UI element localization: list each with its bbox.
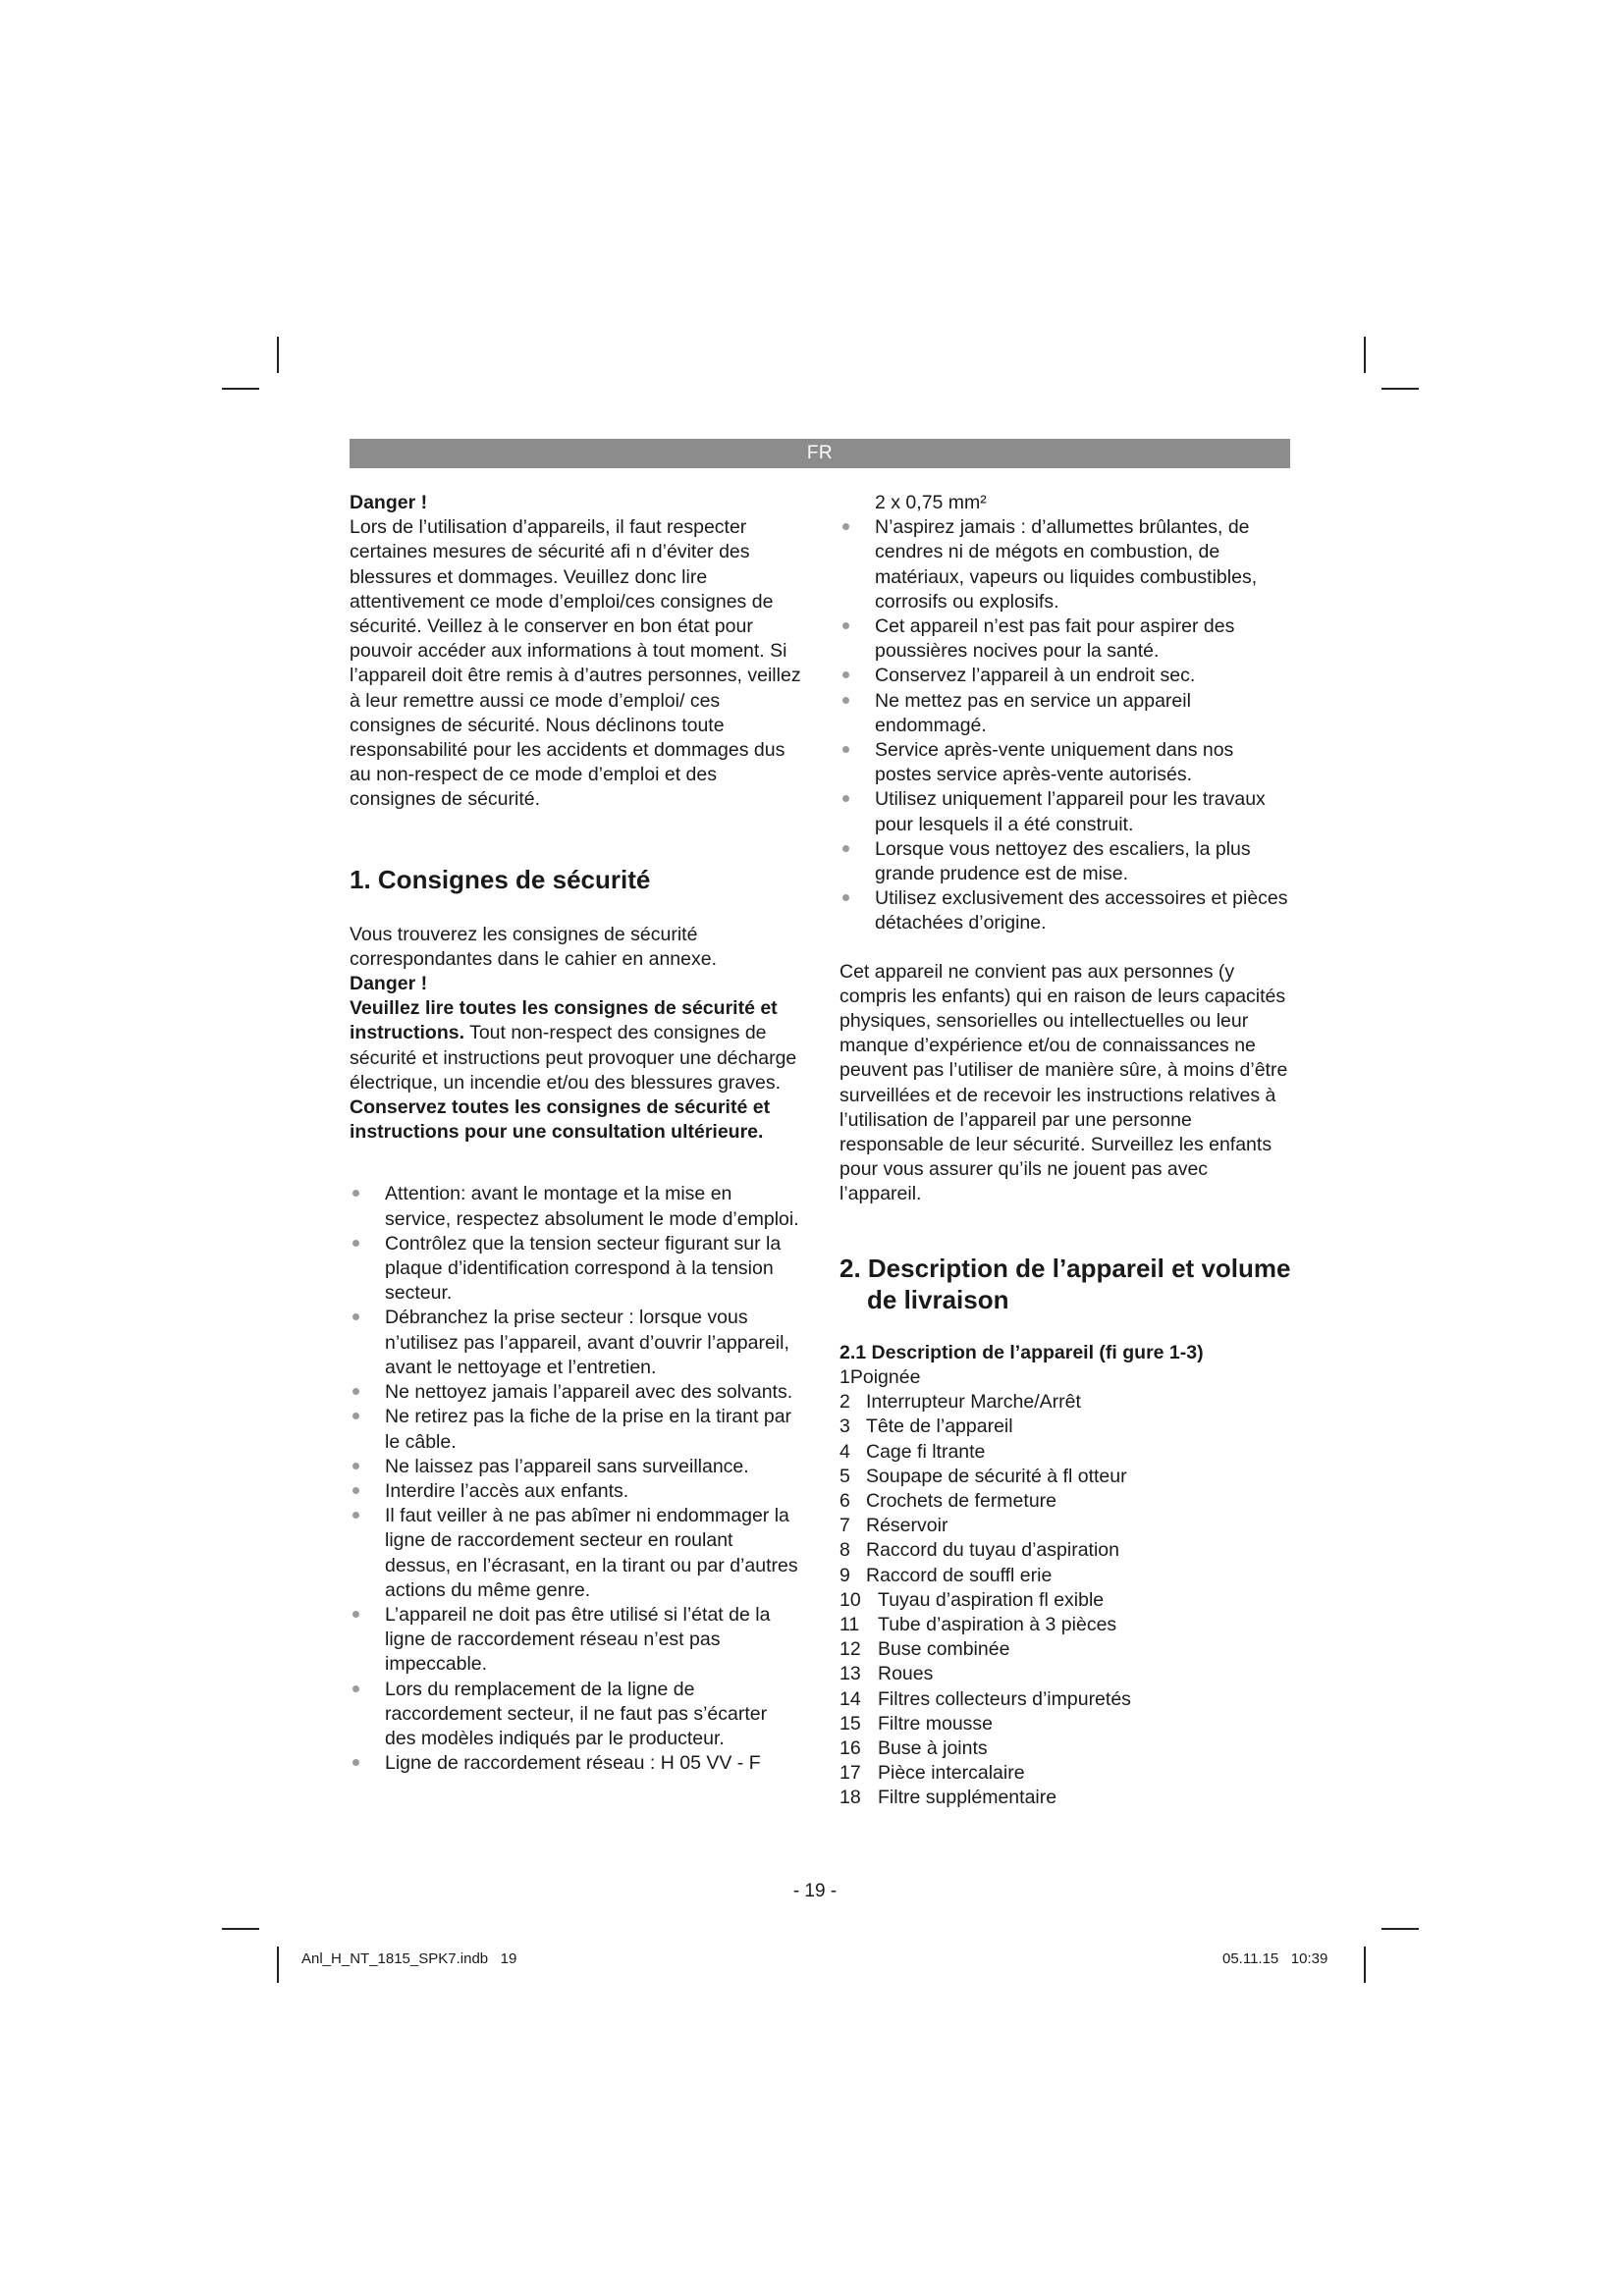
part-number: 12 [839, 1638, 861, 1661]
list-item [839, 1514, 1291, 1538]
part-label: Raccord du tuyau d’aspiration [866, 1539, 1119, 1562]
part-number: 14 [839, 1687, 861, 1710]
crop-mark [1381, 388, 1419, 390]
cable-spec: 2 x 0,75 mm² [875, 492, 987, 513]
annex-paragraph: Vous trouverez les consignes de sécurité correspondantes dans le cahier en annexe. [350, 923, 718, 970]
part-label: Interrupteur Marche/Arrêt [866, 1391, 1081, 1414]
safety-bullet-list [350, 1182, 801, 1776]
part-label: Filtres collecteurs d’impuretés [878, 1687, 1131, 1710]
part-number: 7 [839, 1515, 850, 1537]
part-label: Réservoir [866, 1515, 948, 1537]
list-item [839, 1613, 1291, 1637]
list-item [839, 1440, 1291, 1465]
language-header-bar [350, 439, 1290, 468]
parts-list [839, 1365, 1291, 1811]
list-item [839, 1637, 1291, 1662]
crop-mark [222, 388, 259, 390]
part-number: 2 [839, 1391, 850, 1414]
part-label: Tête de l’appareil [866, 1415, 1013, 1438]
list-item: N’aspirez jamais : d’allumettes brûlantes, de cendres ni de mégots en combustion, de matériaux, vapeurs ou liquides combustibles, corrosifs ou explosifs. [839, 515, 1291, 614]
section-heading-safety: 1. Consignes de sécurité [350, 864, 651, 894]
part-label: Cage fi ltrante [866, 1440, 986, 1463]
subsection-heading: 2.1 Description de l’appareil (fi gure 1-3) [839, 1341, 1204, 1363]
list-item: Utilisez uniquement l’appareil pour les travaux pour lesquels il a été construit. [839, 787, 1291, 836]
part-label: Tube d’aspiration à 3 pièces [878, 1613, 1117, 1635]
list-item: Ne nettoyez jamais l’appareil avec des solvants. [350, 1380, 801, 1405]
list-item [839, 1365, 1291, 1390]
list-item [839, 1662, 1291, 1686]
part-number: 18 [839, 1787, 861, 1809]
part-label: Pièce intercalaire [878, 1762, 1025, 1785]
part-number: 4 [839, 1440, 850, 1463]
list-item: Interdire l’accès aux enfants. [350, 1479, 801, 1504]
list-item [839, 1564, 1291, 1588]
part-label: Buse combinée [878, 1638, 1010, 1661]
children-paragraph: Cet appareil ne convient pas aux personnes (y compris les enfants) qui en raison de leurs capacités physiques, sensorielles ou intellectuelles ou leur manque d’expérience et/ou de connaissances ne peuvent pas l’utiliser de manière sûre, à moins d’être surveillées et de recevoir les instructions relatives à l’utilisation de l’appareil par une personne responsable de leur sécurité. Surveillez les enfants pour vous assurer qu’ils ne jouent pas avec l’appareil. [839, 960, 1288, 1205]
part-number: 9 [839, 1564, 850, 1586]
list-item: L’appareil ne doit pas être utilisé si l’état de la ligne de raccordement réseau n’est pas impeccable. [350, 1603, 801, 1678]
page-number: - 19 - [792, 1881, 838, 1901]
part-label: Crochets de fermeture [866, 1489, 1057, 1512]
list-item [839, 1761, 1291, 1786]
list-item: Conservez l’appareil à un endroit sec. [839, 664, 1291, 688]
part-number: 15 [839, 1712, 861, 1735]
print-timestamp: 05.11.15 10:39 [1222, 1950, 1328, 1967]
part-number: 17 [839, 1762, 861, 1785]
danger-title-2: Danger ! [350, 973, 428, 995]
usage-bullet-list [839, 515, 1291, 935]
list-item [839, 1687, 1291, 1712]
part-number: 6 [839, 1489, 850, 1512]
list-item: Contrôlez que la tension secteur figurant sur la plaque d’identification correspond à la tension secteur. [350, 1232, 801, 1307]
danger-title: Danger ! [350, 492, 428, 513]
part-number: 5 [839, 1465, 850, 1487]
crop-mark [1381, 1928, 1419, 1930]
language-code: FR [806, 443, 834, 463]
part-label: Buse à joints [878, 1736, 988, 1759]
right-column [839, 491, 1291, 1811]
part-number: 10 [839, 1588, 861, 1611]
list-item: Attention: avant le montage et la mise en service, respectez absolument le mode d’emploi. [350, 1182, 801, 1231]
part-label: Raccord de souffl erie [866, 1564, 1053, 1586]
list-item [839, 1415, 1291, 1439]
part-label: Filtre mousse [878, 1712, 994, 1735]
part-label: Poignée [849, 1365, 921, 1388]
crop-mark [1364, 1947, 1366, 1983]
part-label: Filtre supplémentaire [878, 1787, 1057, 1809]
read-instructions-paragraph [350, 996, 801, 1095]
read-instructions-bold: Veuillez lire toutes les consignes de sécurité et instructions. [350, 997, 778, 1044]
part-number: 11 [839, 1613, 860, 1635]
list-item: Ne mettez pas en service un appareil endommagé. [839, 689, 1291, 738]
part-label: Tuyau d’aspiration fl exible [878, 1588, 1105, 1611]
part-number: 13 [839, 1663, 861, 1685]
section-heading-description: 2. Description de l’appareil et volume de livraison [839, 1253, 1291, 1314]
intro-paragraph: Lors de l’utilisation d’appareils, il faut respecter certaines mesures de sécurité afi n d’éviter des blessures et dommages. Veuillez donc lire attentivement ce mode d’emploi/ces consignes de sécurité. Veillez à le conserver en bon état pour pouvoir accéder aux informations à tout moment. Si l’appareil doit être remis à d’autres personnes, veillez à leur remettre aussi ce mode d’emploi/ ces consignes de sécurité. Nous déclinons toute responsabilité pour les accidents et dommages dus au non-respect de ce mode d’emploi et des consignes de sécurité. [350, 516, 801, 811]
list-item [839, 1538, 1291, 1563]
part-number: 3 [839, 1415, 850, 1438]
list-item: Lorsque vous nettoyez des escaliers, la plus grande prudence est de mise. [839, 837, 1291, 886]
crop-mark [277, 1947, 279, 1983]
list-item: Lors du remplacement de la ligne de raccordement secteur, il ne faut pas s’écarter des modèles indiqués par le producteur. [350, 1678, 801, 1752]
list-item: Ligne de raccordement réseau : H 05 VV - F [350, 1751, 801, 1776]
part-label: Soupape de sécurité à fl otteur [866, 1465, 1127, 1487]
list-item [839, 1712, 1291, 1736]
part-number: 16 [839, 1736, 861, 1759]
list-item: Cet appareil n’est pas fait pour aspirer des poussières nocives pour la santé. [839, 614, 1291, 664]
part-label: Roues [878, 1663, 934, 1685]
list-item: Utilisez exclusivement des accessoires et pièces détachées d’origine. [839, 886, 1291, 935]
crop-mark [277, 337, 279, 373]
list-item [839, 1465, 1291, 1489]
list-item: Il faut veiller à ne pas abîmer ni endommager la ligne de raccordement secteur en roulant dessus, en l’écrasant, en la tirant ou par d’autres actions du même genre. [350, 1504, 801, 1603]
list-item [839, 1736, 1291, 1761]
file-info: Anl_H_NT_1815_SPK7.indb 19 [301, 1950, 517, 1967]
crop-mark [1364, 337, 1366, 373]
left-column [350, 491, 801, 1776]
list-item [839, 1390, 1291, 1415]
list-item: Débranchez la prise secteur : lorsque vous n’utilisez pas l’appareil, avant d’ouvrir l’appareil, avant le nettoyage et l’entretien. [350, 1306, 801, 1380]
part-number: 1 [839, 1365, 850, 1388]
list-item [839, 1786, 1291, 1810]
part-number: 8 [839, 1539, 850, 1562]
list-item: Service après-vente uniquement dans nos postes service après-vente autorisés. [839, 738, 1291, 787]
list-item: Ne retirez pas la fiche de la prise en la tirant par le câble. [350, 1405, 801, 1454]
list-item: Ne laissez pas l’appareil sans surveillance. [350, 1455, 801, 1479]
read-instructions-rest: Tout non-respect des consignes de sécurité et instructions peut provoquer une décharge électrique, un incendie et/ou des blessures graves. [350, 1022, 797, 1094]
keep-instructions-paragraph: Conservez toutes les consignes de sécurité et instructions pour une consultation ultérieure. [350, 1096, 771, 1144]
crop-mark [222, 1928, 259, 1930]
list-item [839, 1489, 1291, 1514]
list-item [839, 1588, 1291, 1613]
